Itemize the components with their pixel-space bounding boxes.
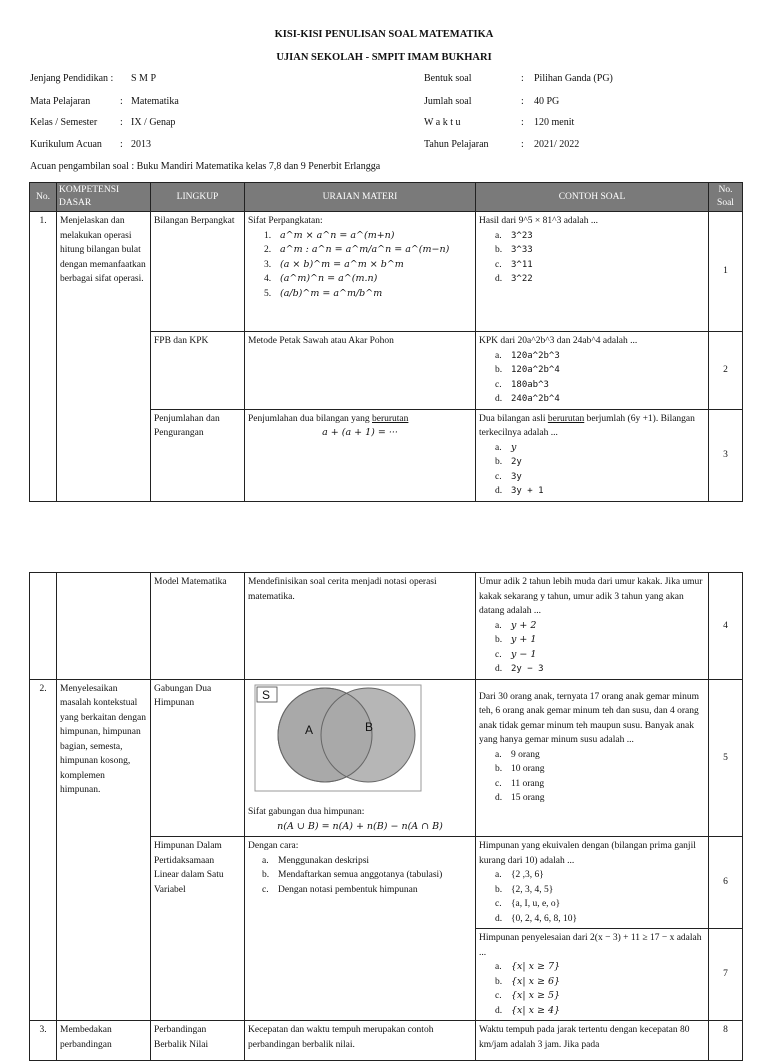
row-number: 1.	[30, 212, 57, 502]
row-number: 3.	[30, 1021, 57, 1061]
table-row	[30, 212, 743, 332]
list-item: 1. a^m × a^n = a^(m+n)	[264, 229, 395, 241]
uraian-caption: Sifat gabungan dua himpunan:	[248, 807, 365, 817]
option-item: b. y + 1	[495, 634, 537, 645]
option-item: b. 2y	[495, 457, 522, 467]
option-item: c. {x| x ≥ 5}	[495, 990, 561, 1001]
option-item: d. 15 orang	[495, 793, 545, 803]
document-subtitle: UJIAN SEKOLAH - SMPIT IMAM BUKHARI	[276, 52, 492, 63]
question-number: 2	[709, 332, 743, 410]
formula: a^m : a^n = a^m/a^n = a^(m−n)	[280, 244, 450, 255]
meta-tahun-label: Tahun Pelajaran	[424, 139, 489, 150]
meta-tahun-value: 2021/ 2022	[534, 139, 580, 150]
meta-jenjang-label: Jenjang Pendidikan :	[30, 73, 114, 84]
list-item: b. Mendaftarkan semua anggotanya (tabulasi)	[262, 870, 443, 880]
question-text: KPK dari 20a^2b^3 dan 24ab^4 adalah ...	[479, 336, 638, 346]
lingkup-cell: Bilangan Berpangkat	[151, 212, 245, 332]
list-item: 3. (a × b)^m = a^m × b^m	[264, 258, 404, 270]
option-item: c. 180ab^3	[495, 379, 549, 390]
document-title: KISI-KISI PENULISAN SOAL MATEMATIKA	[274, 29, 494, 40]
uraian-cell	[245, 837, 476, 1021]
venn-a-label: A	[305, 722, 314, 737]
question-text: Dua bilangan asli berurutan berjumlah (6y +1). Bilangan terkecilnya adalah ...	[479, 413, 695, 438]
option-item: b. {2, 3, 4, 5}	[495, 884, 554, 895]
kompetensi-cell	[57, 573, 151, 680]
question-number: 1	[709, 212, 743, 332]
uraian-title: Dengan cara:	[248, 841, 299, 851]
option-item: d. 3^22	[495, 274, 533, 284]
meta-kelas-value: IX / Genap	[131, 117, 176, 128]
question-number: 3	[709, 409, 743, 501]
option-item: a. y + 2	[495, 619, 537, 631]
meta-jumlah-label: Jumlah soal	[424, 96, 472, 107]
option-item: b. 10 orang	[495, 764, 545, 774]
option-item: a. 3^23	[495, 230, 533, 241]
table-row	[30, 1021, 743, 1061]
formula: a + (a + 1) = ···	[322, 427, 398, 438]
question-number: 5	[709, 679, 743, 837]
contoh-cell: Waktu tempuh pada jarak tertentu dengan kecepatan 80 km/jam adalah 3 jam. Jika pada	[476, 1021, 709, 1061]
lingkup-cell: Gabungan Dua Himpunan	[151, 679, 245, 837]
formula: n(A ∪ B) = n(A) + n(B) − n(A ∩ B)	[277, 820, 443, 832]
uraian-cell: Penjumlahan dua bilangan yang berurutan a + (a + 1) = ···	[245, 409, 476, 501]
option-item: a. 9 orang	[495, 749, 540, 760]
option-item: c. 3^11	[495, 259, 533, 270]
option-item: d. 3y + 1	[495, 486, 544, 496]
kisi-table-page1	[29, 182, 743, 502]
contoh-cell	[476, 679, 709, 837]
meta-sep: :	[120, 96, 123, 107]
meta-sep: :	[120, 117, 123, 128]
header-no: No.	[30, 183, 57, 212]
option-item: c. {a, I, u, e, o}	[495, 899, 561, 909]
meta-jumlah-value: 40 PG	[534, 96, 560, 107]
option-item: a. 120a^2b^3	[495, 350, 560, 361]
meta-mapel-label: Mata Pelajaran	[30, 96, 91, 107]
list-item: c. Dengan notasi pembentuk himpunan	[262, 884, 418, 895]
meta-sep: :	[521, 117, 524, 128]
meta-sep: :	[521, 73, 524, 84]
row-number: 2.	[30, 679, 57, 1021]
question-text: Himpunan penyelesaian dari 2(x − 3) + 11 ≥ 17 − x adalah ...	[479, 933, 702, 958]
meta-mapel-value: Matematika	[131, 96, 179, 107]
question-number: 7	[709, 929, 743, 1021]
list-item: 2. a^m : a^n = a^m/a^n = a^(m−n)	[264, 244, 450, 255]
kompetensi-cell: Menyelesaikan masalah kontekstual yang berkaitan dengan himpunan, himpunan bagian, semesta, himpunan kosong, komplemen himpunan.	[57, 679, 151, 1021]
question-text: Himpunan yang ekuivalen dengan (bilangan prima ganjil kurang dari 10) adalah ...	[479, 841, 696, 866]
question-number: 8	[709, 1021, 743, 1061]
meta-jenjang-value: S M P	[131, 73, 157, 84]
uraian-cell	[245, 679, 476, 837]
list-item: a. Menggunakan deskripsi	[262, 855, 370, 866]
meta-bentuk-label: Bentuk soal	[424, 73, 472, 84]
uraian-title: Sifat Perpangkatan:	[248, 216, 323, 226]
lingkup-cell: Model Matematika	[151, 573, 245, 680]
uraian-cell	[245, 212, 476, 332]
question-text: Hasil dari 9^5 × 81^3 adalah ...	[479, 216, 599, 226]
acuan-text: Acuan pengambilan soal : Buku Mandiri Matematika kelas 7,8 dan 9 Penerbit Erlangga	[30, 161, 381, 172]
row-number	[30, 573, 57, 680]
header-kompetensi: KOMPETENSI DASAR	[57, 183, 151, 212]
header-contoh: CONTOH SOAL	[476, 183, 709, 212]
meta-sep: :	[521, 96, 524, 107]
option-item: b. {x| x ≥ 6}	[495, 975, 561, 987]
meta-kurikulum-value: 2013	[131, 139, 151, 150]
venn-b-label: B	[365, 719, 374, 734]
contoh-cell	[476, 212, 709, 332]
header-lingkup: LINGKUP	[151, 183, 245, 212]
venn-s-label: S	[262, 687, 271, 702]
formula: (a/b)^m = a^m/b^m	[280, 287, 383, 299]
option-item: d. 240a^2b^4	[495, 394, 560, 404]
meta-bentuk-value: Pilihan Ganda (PG)	[534, 73, 613, 84]
meta-kelas-label: Kelas / Semester	[30, 117, 98, 128]
option-item: c. 3y	[495, 471, 522, 482]
meta-sep: :	[521, 139, 524, 150]
lingkup-cell: Perbandingan Berbalik Nilai	[151, 1021, 245, 1061]
option-item: d. {x| x ≥ 4}	[495, 1004, 561, 1016]
option-item: d. {0, 2, 4, 6, 8, 10}	[495, 913, 578, 924]
uraian-cell: Mendefinisikan soal cerita menjadi notasi operasi matematika.	[245, 573, 476, 680]
question-text: Umur adik 2 tahun lebih muda dari umur kakak. Jika umur kakak sekarang y tahun, umur adik 3 tahun yang akan datang adalah ...	[479, 577, 703, 616]
table-row	[30, 679, 743, 837]
lingkup-cell: FPB dan KPK	[151, 332, 245, 410]
option-item: a. y	[495, 441, 517, 453]
option-item: a. {2 ,3, 6}	[495, 870, 544, 880]
kompetensi-cell: Menjelaskan dan melakukan operasi hitung bilangan bulat dengan memanfaatkan berbagai sifat operasi.	[57, 212, 151, 502]
uraian-cell: Kecepatan dan waktu tempuh merupakan contoh perbandingan berbalik nilai.	[245, 1021, 476, 1061]
question-text: Dari 30 orang anak, ternyata 17 orang anak gemar minum teh, 6 orang anak gemar minum teh dan susu, dan 4 orang anak tidak gemar minum teh maupun susu. Banyak anak yang hanya gemar minum susu adalah ...	[479, 691, 700, 745]
kisi-table-page2	[29, 572, 743, 1061]
option-item: b. 120a^2b^4	[495, 365, 560, 375]
formula: (a × b)^m = a^m × b^m	[280, 258, 404, 270]
lingkup-cell: Himpunan Dalam Pertidaksamaan Linear dalam Satu Variabel	[151, 837, 245, 1021]
option-item: c. 11 orang	[495, 778, 545, 789]
kompetensi-cell: Membedakan perbandingan	[57, 1021, 151, 1061]
option-item: b. 3^33	[495, 245, 533, 255]
meta-kurikulum-label: Kurikulum Acuan	[30, 139, 102, 150]
contoh-cell	[476, 837, 709, 929]
contoh-cell	[476, 573, 709, 680]
venn-set-b	[321, 688, 415, 782]
meta-sep: :	[120, 139, 123, 150]
header-uraian: URAIAN MATERI	[245, 183, 476, 212]
list-item: 4. (a^m)^n = a^(m.n)	[264, 273, 378, 284]
formula: a^m × a^n = a^(m+n)	[280, 229, 395, 241]
option-item: a. {x| x ≥ 7}	[495, 961, 561, 972]
table-row	[30, 573, 743, 680]
option-item: c. y − 1	[495, 648, 537, 660]
question-number: 4	[709, 573, 743, 680]
contoh-cell	[476, 409, 709, 501]
formula: (a^m)^n = a^(m.n)	[280, 273, 378, 284]
uraian-cell: Metode Petak Sawah atau Akar Pohon	[245, 332, 476, 410]
contoh-cell	[476, 332, 709, 410]
contoh-cell	[476, 929, 709, 1021]
meta-waktu-label: W a k t u	[424, 117, 461, 128]
header-nosoal: No. Soal	[709, 183, 743, 212]
option-item: d. 2y − 3	[495, 664, 544, 674]
meta-waktu-value: 120 menit	[534, 117, 575, 128]
list-item: 5. (a/b)^m = a^m/b^m	[264, 287, 383, 299]
lingkup-cell: Penjumlahan dan Pengurangan	[151, 409, 245, 501]
venn-diagram	[254, 684, 422, 792]
question-number: 6	[709, 837, 743, 929]
